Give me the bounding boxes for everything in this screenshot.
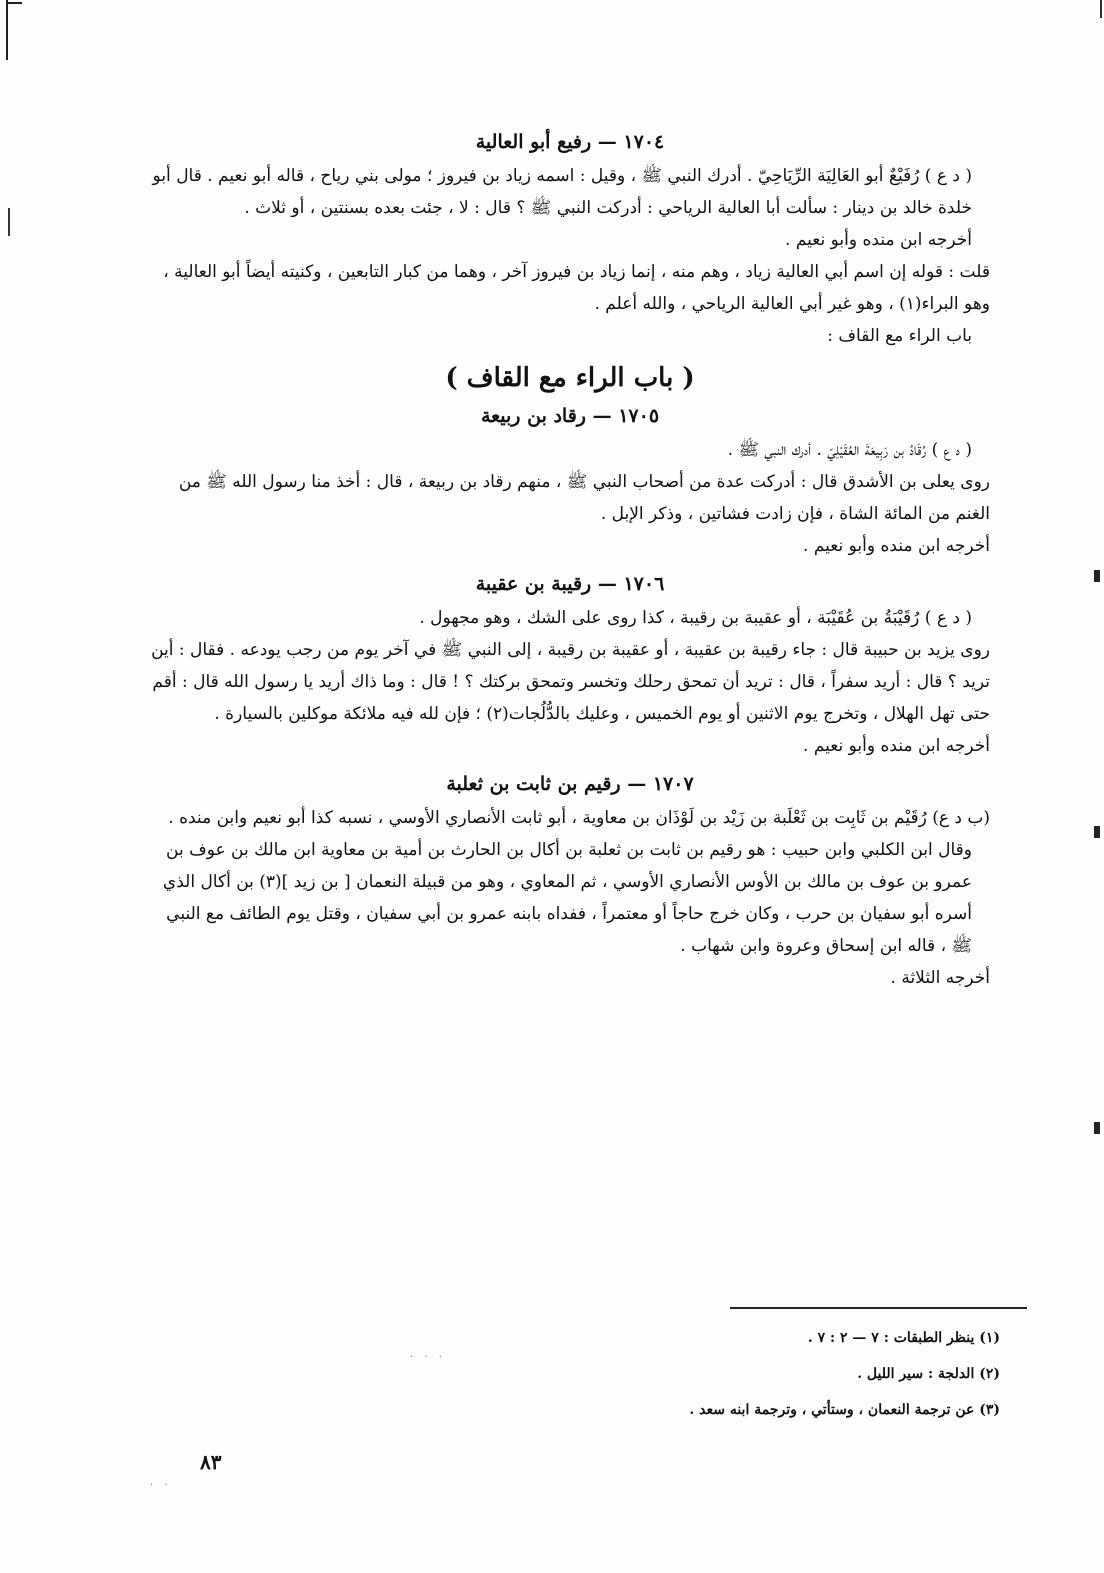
entry-source: أخرجه ابن منده وأبو نعيم . [785, 230, 972, 250]
scan-edge-mark [6, 0, 8, 60]
section-title: ( باب الراء مع القاف ) [445, 363, 695, 393]
footnote: (١) ينظر الطبقات : ٧ — ٢ : ٧ . [807, 1330, 1000, 1346]
scan-edge-mark [8, 208, 10, 236]
entry-paragraph: وقال ابن الكلبي وابن حبيب : هو رقيم بن ثابت بن ثعلبة بن أكال بن الحارث بن أمية بن معاوية ابن مالك بن عوف بن عمرو بن عوف بن مالك بن الأوس الأنصاري الأوسي ، ثم المعاوي ، وهو من قبيلة النعمان [ بن زيد ](٣) بن أكال الذي أسره أبو سفيان بن حرب ، وكان خرج حاجاً أو معتمراً ، ففداه بابنه عمرو بن أبي سفيان ، وقتل يوم الطائف مع النبي ﷺ ، قاله ابن إسحاق وعروة وابن شهاب . [162, 840, 972, 956]
footnotes [560, 1320, 1000, 1428]
page-number: ٨٣ [200, 1450, 222, 1474]
entry-source: أخرجه ابن منده وأبو نعيم . [803, 736, 990, 756]
entry-heading-1705: ١٧٠٥ — رقاد بن ربيعة [480, 405, 660, 427]
entry-paragraph: روى يعلى بن الأشدق قال : أدركت عدة من أصحاب النبي ﷺ ، منهم رقاد بن ربيعة ، قال : أخذ منا رسول الله ﷺ من الغنم من المائة الشاة ، فإن زادت فشاتين ، وذكر الإبل . [178, 472, 990, 524]
entry-paragraph: ( د ع ) رُقَيْبَةُ بن عُقَيْبَة ، أو عقيبة بن رقيبة ، كذا روى على الشك ، وهو مجهول . [419, 608, 972, 628]
page-body [150, 120, 990, 994]
entry-paragraph: ( د ع ) رُقَادُ بن رَبِيعَةَ العُقَيْلِيّ . أدرك النبي ﷺ . [727, 440, 972, 460]
scan-edge-mark [1094, 570, 1100, 582]
scan-edge-mark [1094, 826, 1100, 838]
entry-paragraph: روى يزيد بن حبيبة قال : جاء رقيبة بن عقيبة ، أو عقيبة بن رقيبة ، إلى النبي ﷺ في آخر يوم من رجب يودعه . فقال : أين تريد ؟ قال : أريد سفراً ، قال : تريد أن تمحق رحلك وتخسر وتمحق بركتك ؟ ! قال : وما ذاك أريد يا رسول الله قال : أقم حتى تهل الهلال ، وتخرج يوم الاثنين أو يوم الخميس ، وعليك بالدُّلُجات(٢) ؛ فإن لله فيه ملائكة موكلين بالسيارة . [151, 640, 990, 724]
footnote-divider [730, 1307, 1027, 1309]
entry-paragraph: ( د ع ) رُفَيْعٌ أبو العَالِيَة الرِّيَاحِيّ . أدرك النبي ﷺ ، وقيل : اسمه زياد بن فيروز ؛ مولى بني رياح ، قاله أبو نعيم . قال أبو خلدة خالد بن دينار : سألت أبا العالية الرياحي : أدركت النبي ﷺ ؟ قال : لا ، جئت بعده بسنتين ، أو ثلاث . [152, 166, 972, 218]
scan-edge-mark [6, 2, 22, 4]
scan-edge-mark [1094, 1122, 1100, 1134]
entry-heading-1707: ١٧٠٧ — رقيم بن ثابت بن ثعلبة [446, 773, 694, 795]
entry-heading-1704: ١٧٠٤ — رفيع أبو العالية [475, 131, 665, 153]
entry-source: أخرجه ابن منده وأبو نعيم . [803, 536, 990, 556]
entry-paragraph: (ب د ع) رُقَيْم بن ثَابِت بن ثَعْلَبة بن زَيْد بن لَوْذَان بن معاوية ، أبو ثابت الأنصاري الأوسي ، نسبه كذا أبو نعيم وابن منده . [168, 808, 990, 828]
scan-edge-mark [1100, 0, 1102, 18]
entry-paragraph: قلت : قوله إن اسم أبي العالية زياد ، وهم منه ، إنما زياد بن فيروز آخر ، وهما من كبار التابعين ، وكنيته أيضاً أبو العالية ، وهو البراء(١) ، وهو غير أبي العالية الرياحي ، والله أعلم . [163, 262, 990, 314]
scan-speckle: · · · [410, 1352, 446, 1363]
entry-heading-1706: ١٧٠٦ — رقيبة بن عقيبة [475, 573, 665, 595]
footnote: (٣) عن ترجمة النعمان ، وستأتي ، وترجمة ابنه سعد . [689, 1402, 1000, 1418]
scan-speckle: · · [150, 1480, 172, 1491]
footnote: (٢) الدلجة : سير الليل . [857, 1366, 1000, 1382]
entry-paragraph: باب الراء مع القاف : [827, 326, 972, 346]
entry-source: أخرجه الثلاثة . [890, 968, 990, 988]
